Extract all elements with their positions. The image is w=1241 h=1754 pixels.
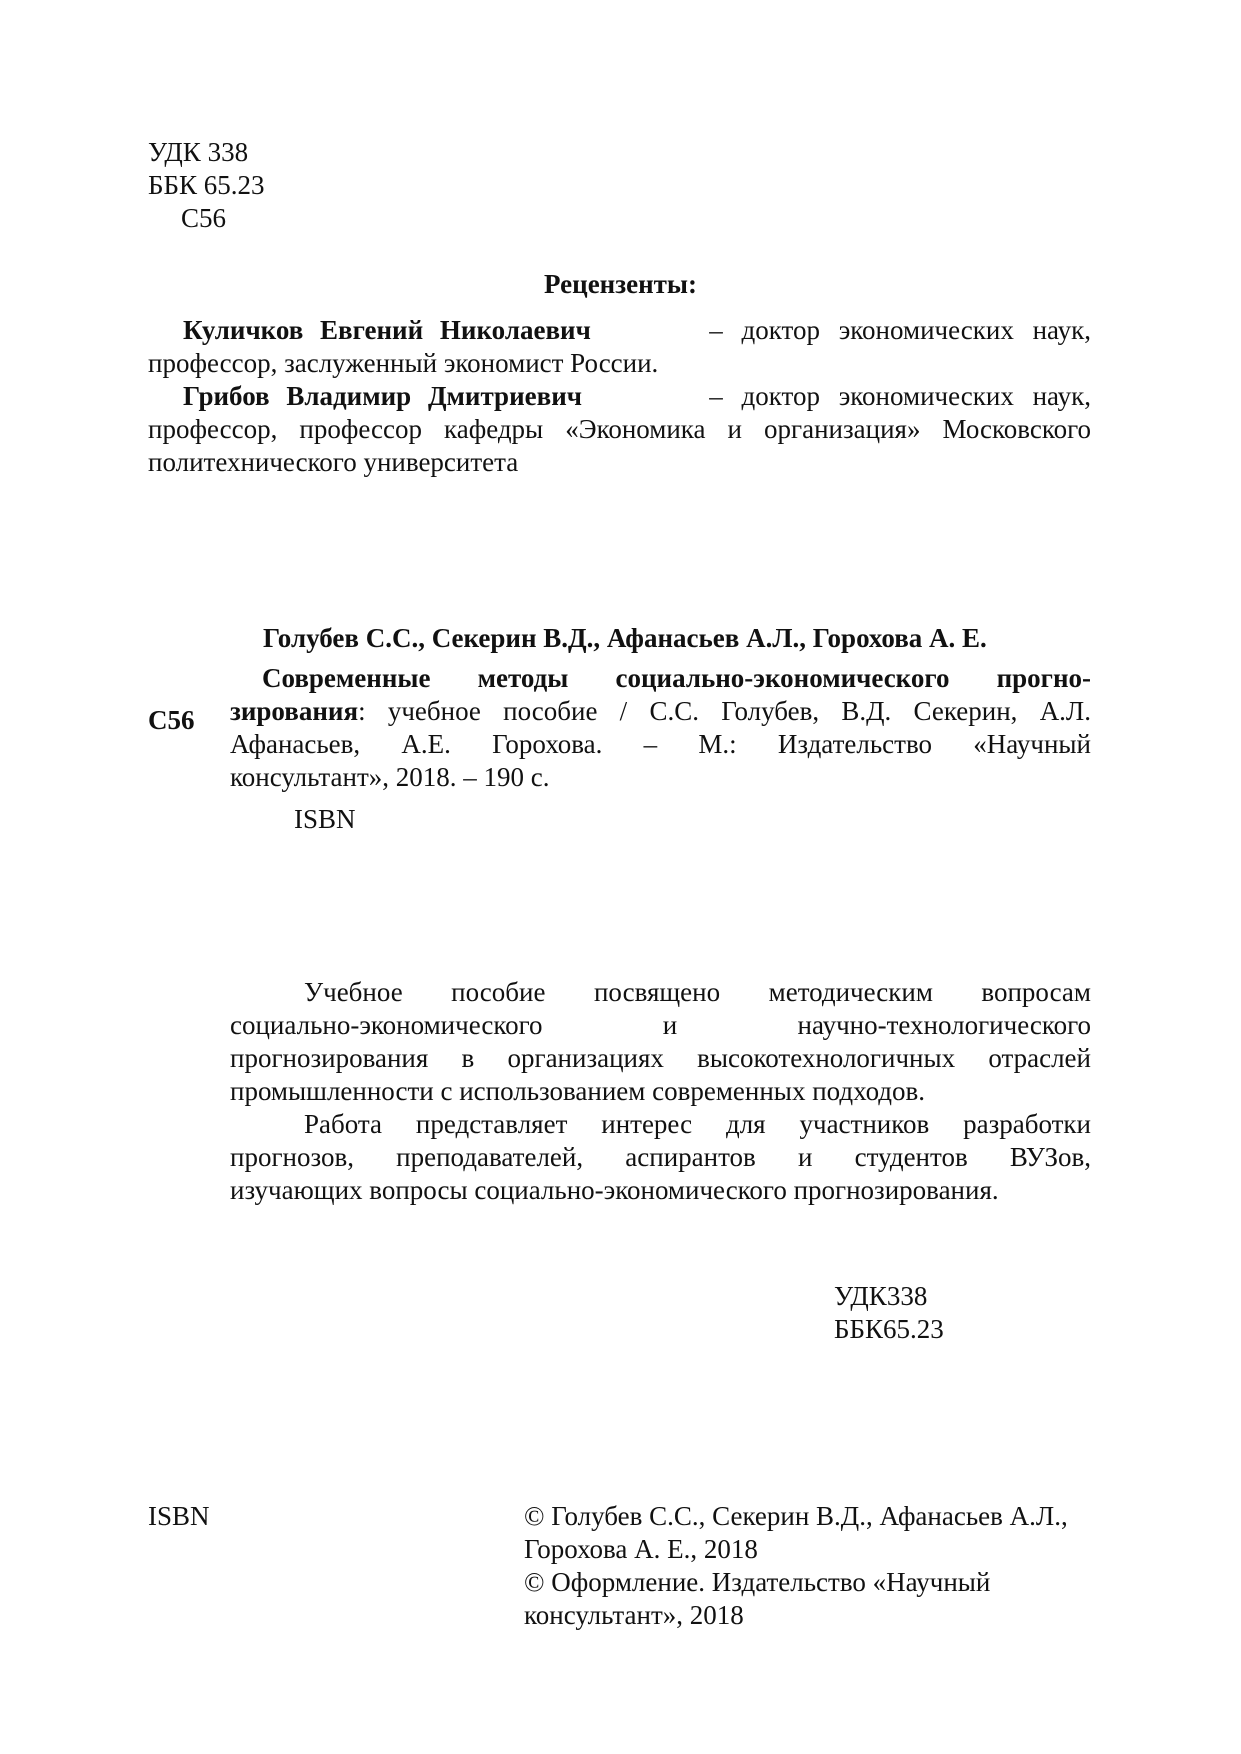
bibliographic-record bbox=[230, 662, 1091, 794]
reviewer-1-line2: профессор, заслуженный экономист России. bbox=[148, 348, 659, 378]
abstract-p1-line1: Учебное пособие посвящено методическим вопросам bbox=[304, 977, 1091, 1007]
record-title-line2-rest: : учебное пособие / С.С. Голубев, В.Д. Секерин, А.Л. bbox=[358, 696, 1091, 726]
record-mark: С56 bbox=[148, 705, 195, 735]
record-title-line2-bold: зирования bbox=[230, 696, 359, 726]
udk-code: УДК 338 bbox=[148, 137, 249, 167]
abstract bbox=[230, 976, 1091, 1207]
reviewer-1 bbox=[148, 314, 1091, 380]
reviewer-2-title: – доктор экономических наук, bbox=[709, 381, 1091, 411]
bbk-code: ББК 65.23 bbox=[148, 170, 265, 200]
record-line3: Афанасьев, А.Е. Горохова. – М.: Издательство «Научный bbox=[230, 729, 1091, 759]
author-mark: С56 bbox=[181, 203, 227, 233]
copyright-line4: консультант», 2018 bbox=[524, 1600, 744, 1630]
reviewers-heading: Рецензенты: bbox=[544, 269, 697, 299]
abstract-p2-line2: прогнозов, преподавателей, аспирантов и студентов ВУЗов, bbox=[230, 1142, 1091, 1172]
reviewer-2-name: Грибов Владимир Дмитриевич bbox=[183, 381, 582, 411]
reviewer-2 bbox=[148, 380, 1091, 479]
record-isbn: ISBN bbox=[294, 804, 356, 834]
abstract-p2-line3: изучающих вопросы социально-экономического прогнозирования. bbox=[230, 1175, 999, 1205]
record-line4: консультант», 2018. – 190 с. bbox=[230, 762, 550, 792]
abstract-p2-line1: Работа представляет интерес для участников разработки bbox=[304, 1109, 1091, 1139]
copyright bbox=[524, 1500, 1068, 1632]
abstract-p1-line4: промышленности с использованием современных подходов. bbox=[230, 1076, 926, 1106]
abstract-p1-line2: социально-экономического и научно-технологического bbox=[230, 1010, 1091, 1040]
reviewer-1-name: Куличков Евгений Николаевич bbox=[183, 315, 591, 345]
codes-udk: УДК338 bbox=[834, 1281, 928, 1311]
footer-isbn: ISBN bbox=[148, 1501, 210, 1531]
reviewer-2-line3: политехнического университета bbox=[148, 447, 519, 477]
authors-line: Голубев С.С., Секерин В.Д., Афанасьев А.Л., Горохова А. Е. bbox=[263, 623, 987, 653]
abstract-p1-line3: прогнозирования в организациях высокотехнологичных отраслей bbox=[230, 1043, 1091, 1073]
record-title-line1: Современные методы социально-экономического прогно- bbox=[262, 663, 1091, 693]
reviewer-2-line2: профессор, профессор кафедры «Экономика и организация» Московского bbox=[148, 414, 1091, 444]
copyright-line2: Горохова А. Е., 2018 bbox=[524, 1534, 758, 1564]
copyright-line1: © Голубев С.С., Секерин В.Д., Афанасьев А.Л., bbox=[524, 1501, 1068, 1531]
reviewer-1-title: – доктор экономических наук, bbox=[709, 315, 1091, 345]
copyright-line3: © Оформление. Издательство «Научный bbox=[524, 1567, 991, 1597]
codes-bbk: ББК65.23 bbox=[834, 1314, 944, 1344]
